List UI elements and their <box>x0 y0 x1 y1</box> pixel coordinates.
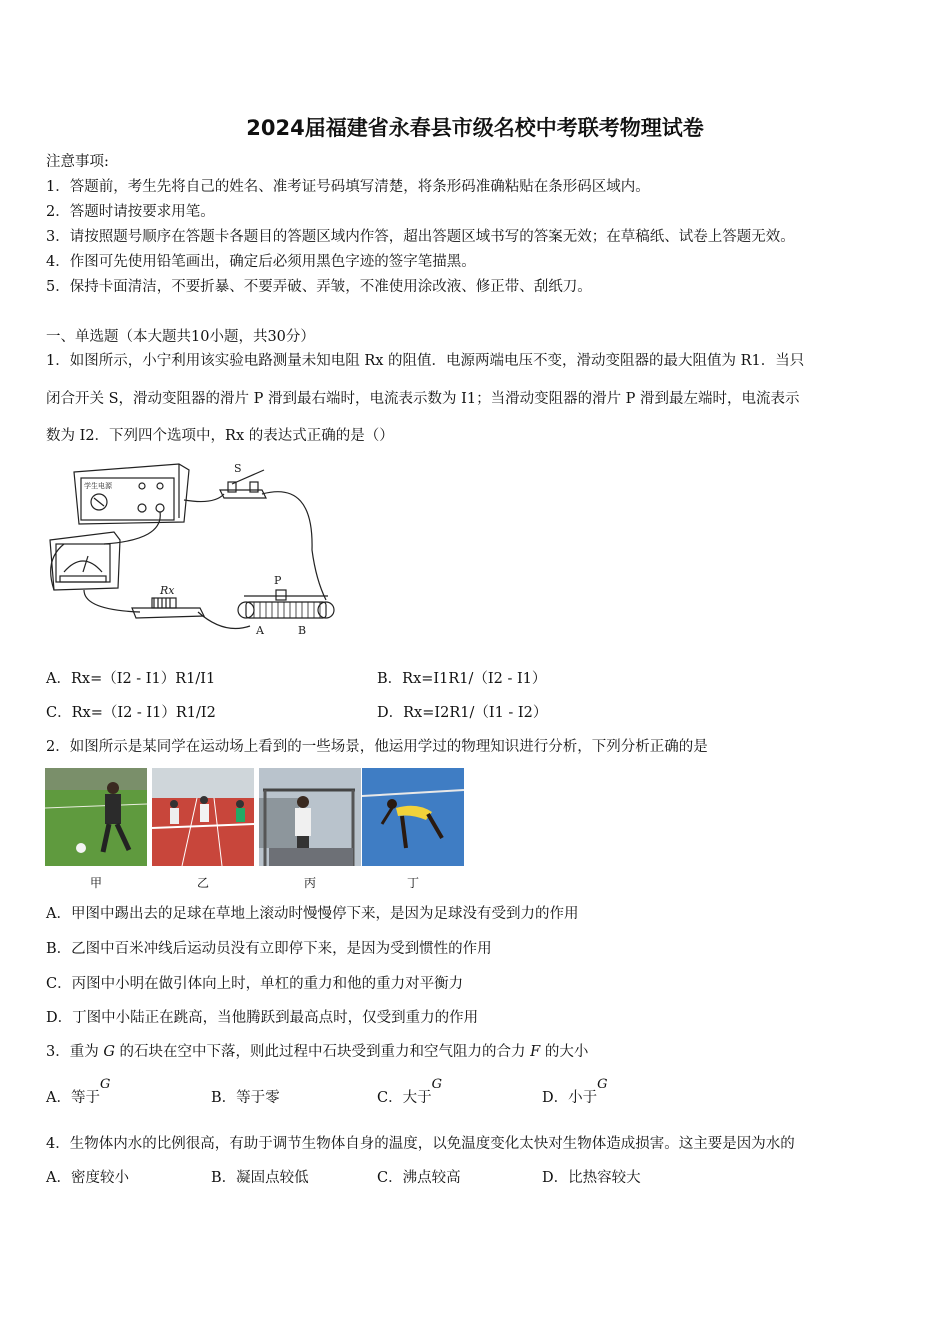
q2-option-d: D．丁图中小陆正在跳高，当他腾跃到最高点时，仅受到重力的作用 <box>46 1010 479 1026</box>
q1-stem-line2: 闭合开关 S，滑动变阻器的滑片 P 滑到最右端时，电流表示数为 I1；当滑动变阻器的滑片 P 滑到最左端时，电流表示 <box>46 391 800 407</box>
q2-option-c: C．丙图中小明在做引体向上时，单杠的重力和他的重力对平衡力 <box>46 976 464 992</box>
label-Rx: Rx <box>160 584 175 597</box>
photo-jia-football <box>45 768 147 866</box>
q3-stem-part-c: 的大小 <box>544 1044 589 1060</box>
caption-jia: 甲 <box>89 876 102 890</box>
label-S: S <box>234 462 242 475</box>
q1-option-a: A．Rx=（I2 - I1）R1/I1 <box>46 671 216 687</box>
page-title: 2024届福建省永春县市级名校中考联考物理试卷 <box>246 116 704 140</box>
q2-stem: 2．如图所示是某同学在运动场上看到的一些场景，他运用学过的物理知识进行分析，下列分析正确的是 <box>46 739 708 755</box>
q3-stem-part-a: 3．重为 <box>46 1044 99 1060</box>
q1-option-b: B．Rx=I1R1/（I2 - I1） <box>377 671 547 687</box>
q3-stem-part-b: 的石块在空中下落，则此过程中石块受到重力和空气阻力的合力 <box>119 1044 526 1060</box>
q1-option-d: D．Rx=I2R1/（I1 - I2） <box>377 705 548 721</box>
caption-ding: 丁 <box>406 876 419 890</box>
circuit-diagram <box>44 460 344 640</box>
q3-symbol-g: G <box>103 1044 115 1060</box>
q4-option-a: A．密度较小 <box>46 1170 129 1186</box>
notice-item-1: 1．答题前，考生先将自己的姓名、准考证号码填写清楚，将条形码准确粘贴在条形码区域内。 <box>46 179 650 195</box>
q1-option-c: C．Rx=（I2 - I1）R1/I2 <box>46 705 216 721</box>
q3-symbol-f: F <box>530 1044 541 1060</box>
q4-stem: 4．生物体内水的比例很高，有助于调节生物体自身的温度，以免温度变化太快对生物体造成损害。这主要是因为水的 <box>46 1136 795 1152</box>
q1-stem-line1: 1．如图所示，小宁利用该实验电路测量未知电阻 Rx 的阻值．电源两端电压不变，滑动变阻器的最大阻值为 R1．当只 <box>46 353 805 369</box>
photo-bing-pullup <box>259 768 361 866</box>
notice-heading: 注意事项: <box>46 154 109 170</box>
notice-item-3: 3．请按照题号顺序在答题卡各题目的答题区域内作答，超出答题区域书写的答案无效；在草稿纸、试卷上答题无效。 <box>46 229 795 245</box>
q3-option-a-g: G <box>99 1077 111 1092</box>
label-B: B <box>298 624 307 637</box>
notice-item-4: 4．作图可先使用铅笔画出，确定后必须用黑色字迹的签字笔描黑。 <box>46 254 476 270</box>
photo-ding-highjump <box>362 768 464 866</box>
q3-option-a-text: A．等于 <box>46 1090 100 1106</box>
q3-option-b: B．等于零 <box>211 1090 280 1106</box>
label-P: P <box>274 574 282 587</box>
notice-item-5: 5．保持卡面清洁，不要折暴、不要弄破、弄皱，不准使用涂改液、修正带、刮纸刀。 <box>46 279 592 295</box>
q3-option-d <box>542 1077 608 1109</box>
q3-option-d-g: G <box>597 1077 608 1092</box>
section-heading: 一、单选题（本大题共10小题，共30分） <box>46 329 315 345</box>
label-A: A <box>256 624 264 637</box>
q3-option-a <box>46 1077 111 1109</box>
q2-option-b: B．乙图中百米冲线后运动员没有立即停下来，是因为受到惯性的作用 <box>46 941 492 957</box>
q4-option-d: D．比热容较大 <box>542 1170 641 1186</box>
q3-stem <box>46 1042 588 1062</box>
q3-option-c-text: C．大于 <box>377 1090 432 1106</box>
q3-option-d-text: D．小于 <box>542 1090 598 1106</box>
q2-option-a: A．甲图中踢出去的足球在草地上滚动时慢慢停下来，是因为足球没有受到力的作用 <box>46 906 579 922</box>
notice-item-2: 2．答题时请按要求用笔。 <box>46 204 215 220</box>
q4-option-b: B．凝固点较低 <box>211 1170 309 1186</box>
q3-option-c-g: G <box>431 1077 442 1092</box>
caption-yi: 乙 <box>196 876 209 890</box>
label-meter: 学生电源 <box>84 482 112 490</box>
q3-option-c <box>377 1077 442 1109</box>
photo-yi-sprint <box>152 768 254 866</box>
q4-option-c: C．沸点较高 <box>377 1170 461 1186</box>
q1-stem-line3: 数为 I2．下列四个选项中，Rx 的表达式正确的是（） <box>46 428 394 444</box>
caption-bing: 丙 <box>303 876 316 890</box>
